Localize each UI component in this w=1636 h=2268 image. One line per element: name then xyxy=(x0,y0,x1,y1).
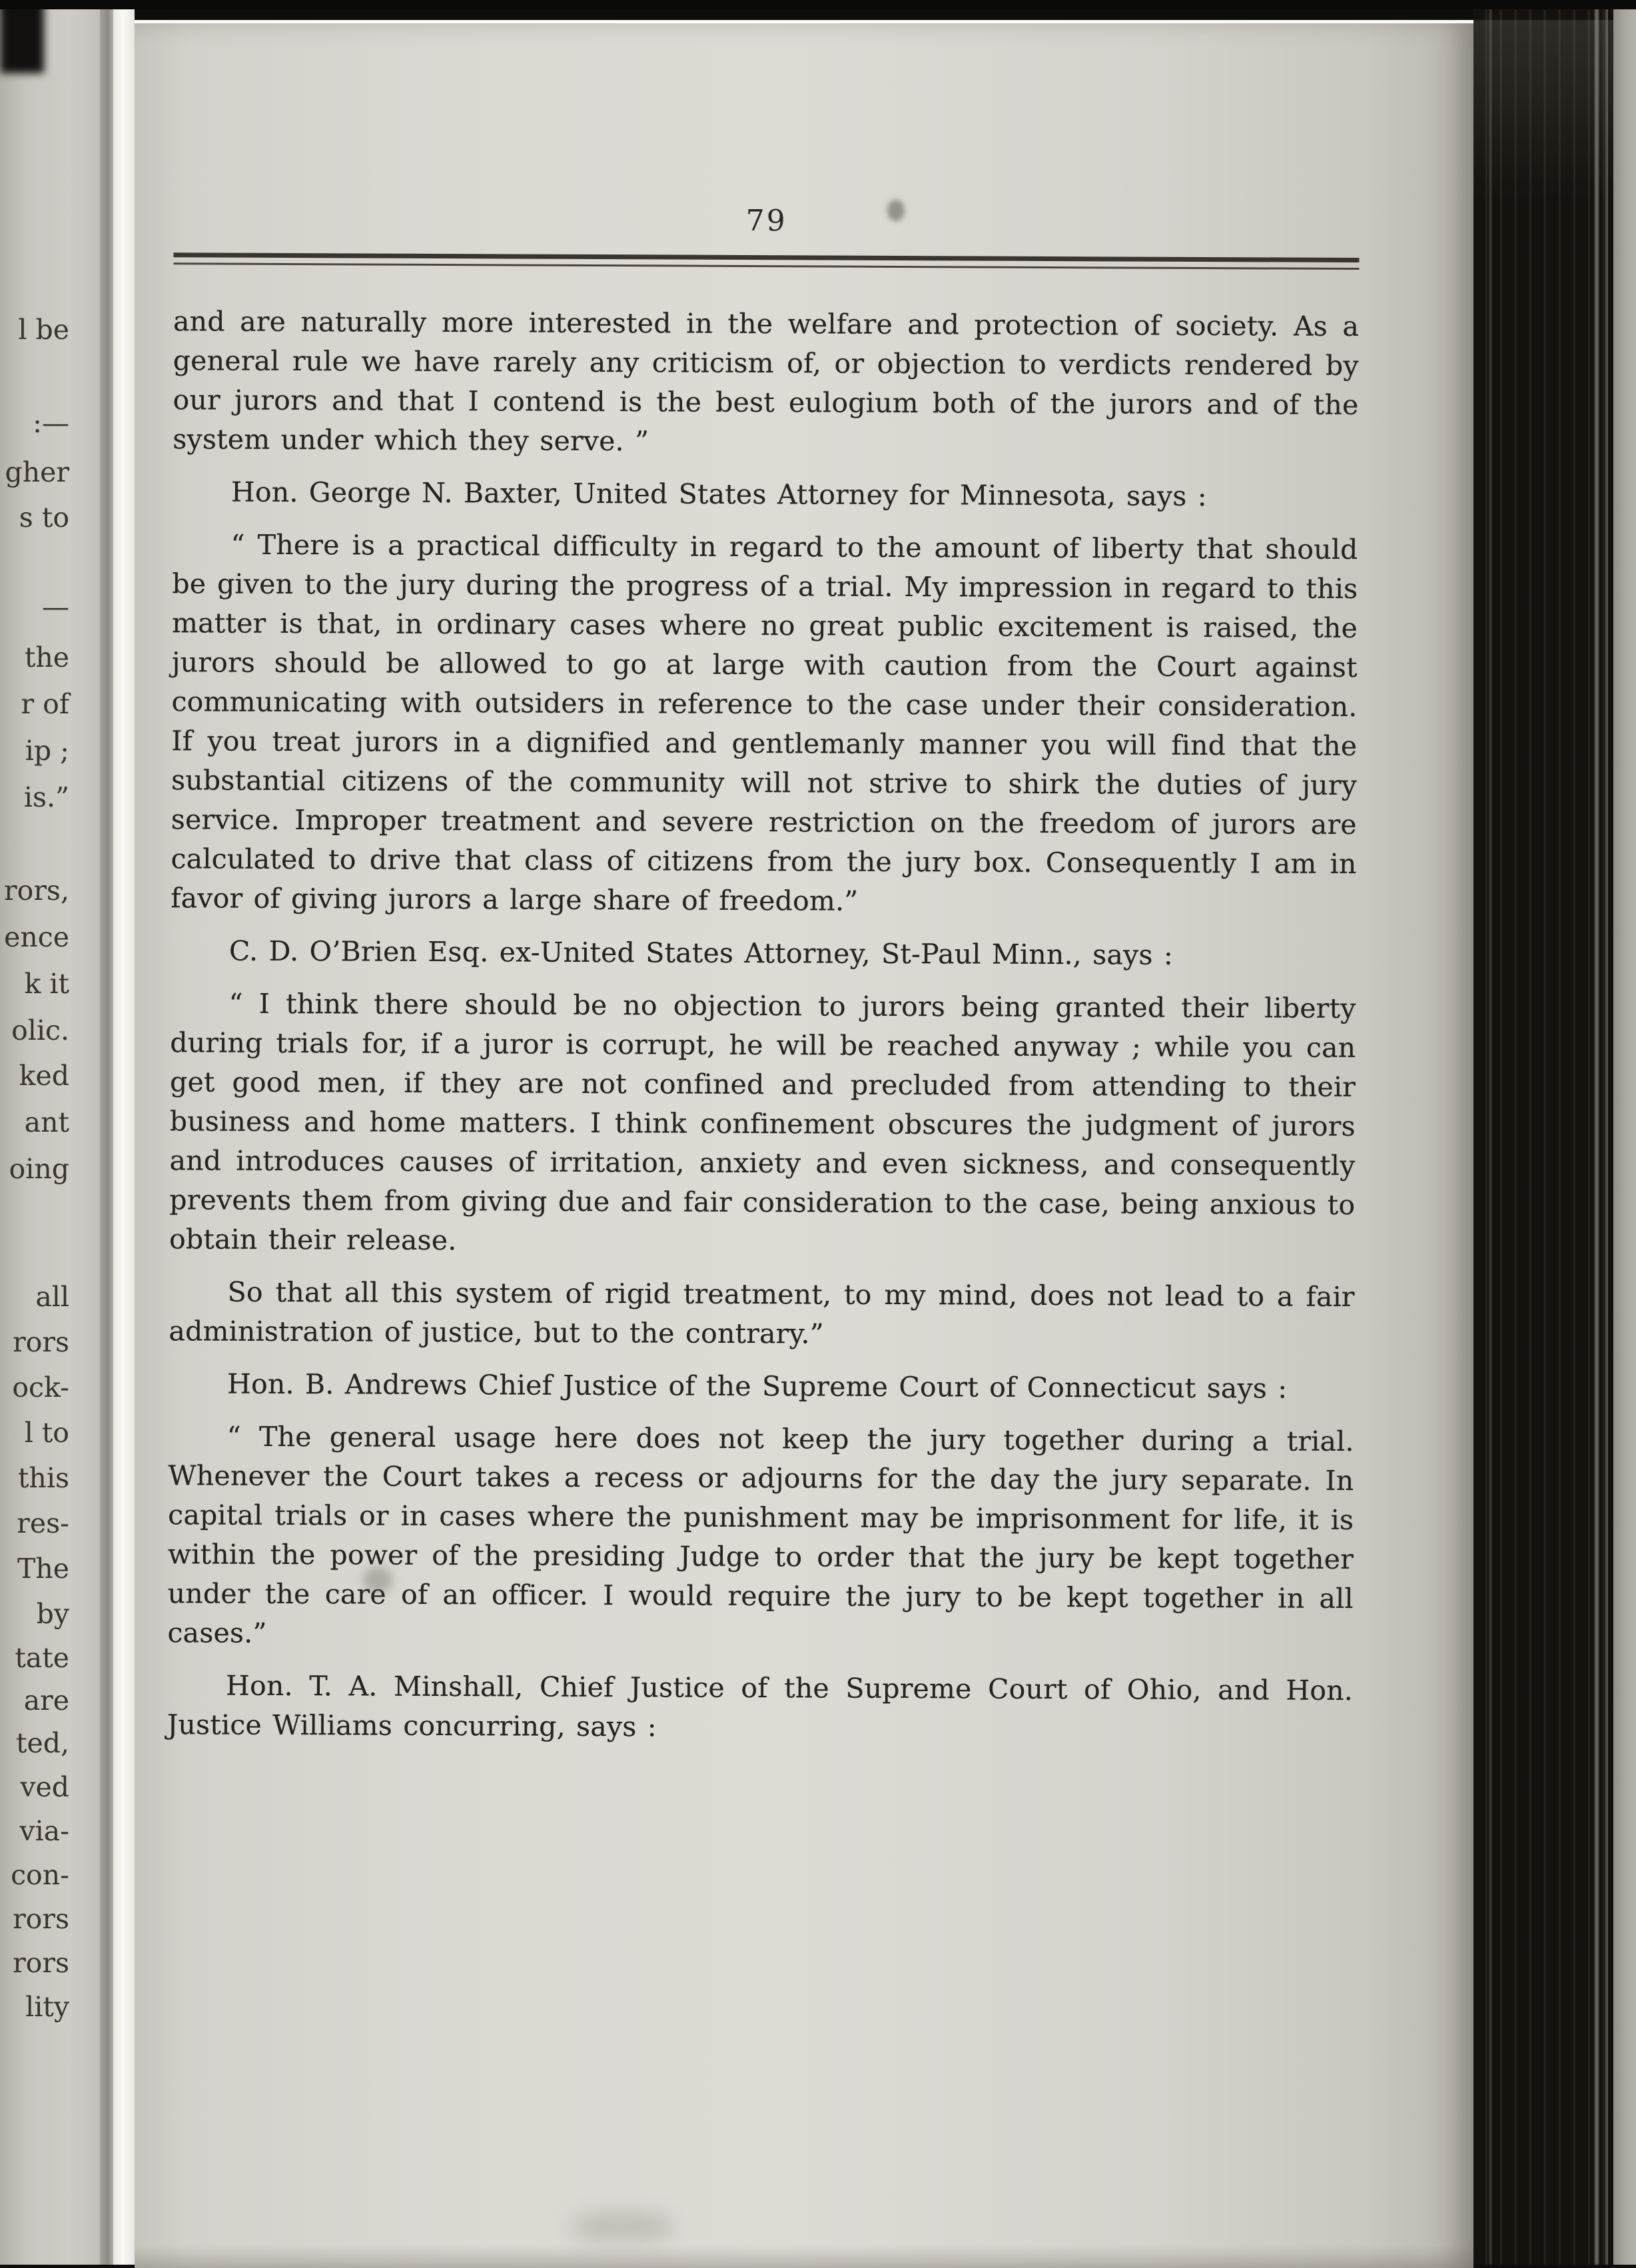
header-rule xyxy=(173,252,1359,270)
scan-corner-shadow xyxy=(0,0,44,73)
facing-page-text-fragment: ked xyxy=(19,1060,69,1092)
binding-top-glow xyxy=(1473,20,1613,200)
facing-page-text-fragment: tate xyxy=(15,1642,69,1674)
page-text xyxy=(167,302,1359,1750)
facing-page-text-fragment: r of xyxy=(21,688,69,720)
facing-page-text-fragment: rors xyxy=(13,1903,69,1935)
page-gutter-shadow xyxy=(100,0,113,2265)
facing-page-text-fragment: gher xyxy=(5,456,69,488)
facing-page-text-fragment: The xyxy=(17,1553,69,1585)
facing-page-text-fragment: oing xyxy=(9,1153,69,1185)
page-number: 79 xyxy=(745,204,787,238)
facing-page-text-fragment: lity xyxy=(25,1991,69,2023)
facing-page-text-fragment: via- xyxy=(19,1815,69,1847)
book-binding-shadow xyxy=(1473,0,1613,2265)
facing-page-text-fragment: l to xyxy=(24,1417,69,1449)
paragraph: C. D. O’Brien Esq. ex-United States Attorney, St-Paul Minn., says : xyxy=(228,935,1174,971)
facing-page-text-fragment: rors xyxy=(13,1326,69,1358)
facing-page-text-fragment: rors, xyxy=(4,875,69,907)
paragraph: Hon. B. Andrews Chief Justice of the Supreme Court of Connecticut says : xyxy=(226,1367,1288,1405)
page-edge-streak xyxy=(1595,0,1599,2265)
facing-page-text-fragment: all xyxy=(35,1281,69,1313)
facing-page-text-fragment: are xyxy=(23,1685,69,1716)
paragraph: “ The general usage here does not keep the jury together during a trial. Whenever the Court takes a recess or adjourns for the day the jury separate. In capital trials or in cases where the punishment may be imprisonment for life, it is within the power of the presiding Judge to order that the jury be kept together under the care of an officer. I would require the jury to be kept together in all cases.” xyxy=(167,1420,1354,1649)
facing-page-edge xyxy=(0,0,100,2265)
facing-page-text-fragment: rors xyxy=(13,1947,69,1979)
facing-page-text-fragment: k it xyxy=(24,968,69,1000)
facing-page-text-fragment: con- xyxy=(11,1859,69,1891)
paragraph: So that all this system of rigid treatment, to my mind, does not lead to a fair administration of justice, but to the contrary.” xyxy=(169,1276,1355,1350)
facing-page-text-fragment: by xyxy=(36,1598,69,1630)
paragraph: and are naturally more interested in the welfare and protection of society. As a general rule we have rarely any criticism of, or objection to verdicts rendered by our jurors and that I contend is the best eulogium both of the jurors and of the system under which they serve. ” xyxy=(173,305,1360,458)
scan-top-edge xyxy=(0,0,1636,9)
facing-page-text-fragment: olic. xyxy=(11,1014,69,1046)
facing-page-text-fragment: s to xyxy=(19,502,69,534)
printed-area xyxy=(127,23,1360,1750)
facing-page-text-fragment: the xyxy=(24,641,69,673)
book-page xyxy=(135,20,1473,2268)
facing-page-text-fragment: l be xyxy=(18,314,69,346)
facing-page-text-fragment: ved xyxy=(20,1771,69,1803)
paragraph: “ I think there should be no objection to jurors being granted their liberty during trials for, if a juror is corrupt, he will be reached anyway ; while you can get good men, if they are not confined and precluded from attending to their business and home matters. I think confinement obscures the judgment of jurors and introduces causes of irritation, anxiety and even sickness, and consequently prevents them from giving due and fair consideration to the case, being anxious to obtain their release. xyxy=(169,987,1356,1257)
paragraph: Hon. T. A. Minshall, Chief Justice of the Supreme Court of Ohio, and Hon. Justice Williams concurring, says : xyxy=(167,1669,1354,1743)
facing-page-text-fragment: ant xyxy=(24,1106,69,1138)
paragraph: Hon. George N. Baxter, United States Attorney for Minnesota, says : xyxy=(230,476,1207,513)
facing-page-text-fragment: this xyxy=(17,1462,69,1494)
facing-page-text-fragment: ip ; xyxy=(25,735,69,767)
facing-page-text-fragment: — xyxy=(42,591,69,623)
facing-page-text-fragment: ted, xyxy=(15,1727,69,1759)
facing-page-text-fragment: is.” xyxy=(23,781,69,813)
page-edge-streak xyxy=(1489,0,1491,2265)
page-edge-streak xyxy=(1605,0,1608,2265)
paragraph: “ There is a practical difficulty in regard to the amount of liberty that should be given to the jury during the progress of a trial. My impression in regard to this matter is that, in ordinary cases where no great public excitement is raised, the jurors should be allowed to go at large with caution from the Court against communicating with outsiders in reference to the case under their consideration. If you treat jurors in a dignified and gentlemanly manner you will find that the substantial citizens of the community will not strive to shirk the duties of jury service. Improper treatment and severe restriction on the freedom of jurors are calculated to drive that class of citizens from the jury box. Consequently I am in favor of giving jurors a large share of freedom.” xyxy=(171,528,1358,917)
facing-page-text-fragment: ence xyxy=(4,921,69,953)
facing-page-text-fragment: res- xyxy=(17,1507,69,1539)
facing-page-text-fragment: :— xyxy=(33,407,69,439)
scan-right-edge xyxy=(1613,0,1636,2265)
facing-page-text-fragment: ock- xyxy=(12,1371,69,1403)
